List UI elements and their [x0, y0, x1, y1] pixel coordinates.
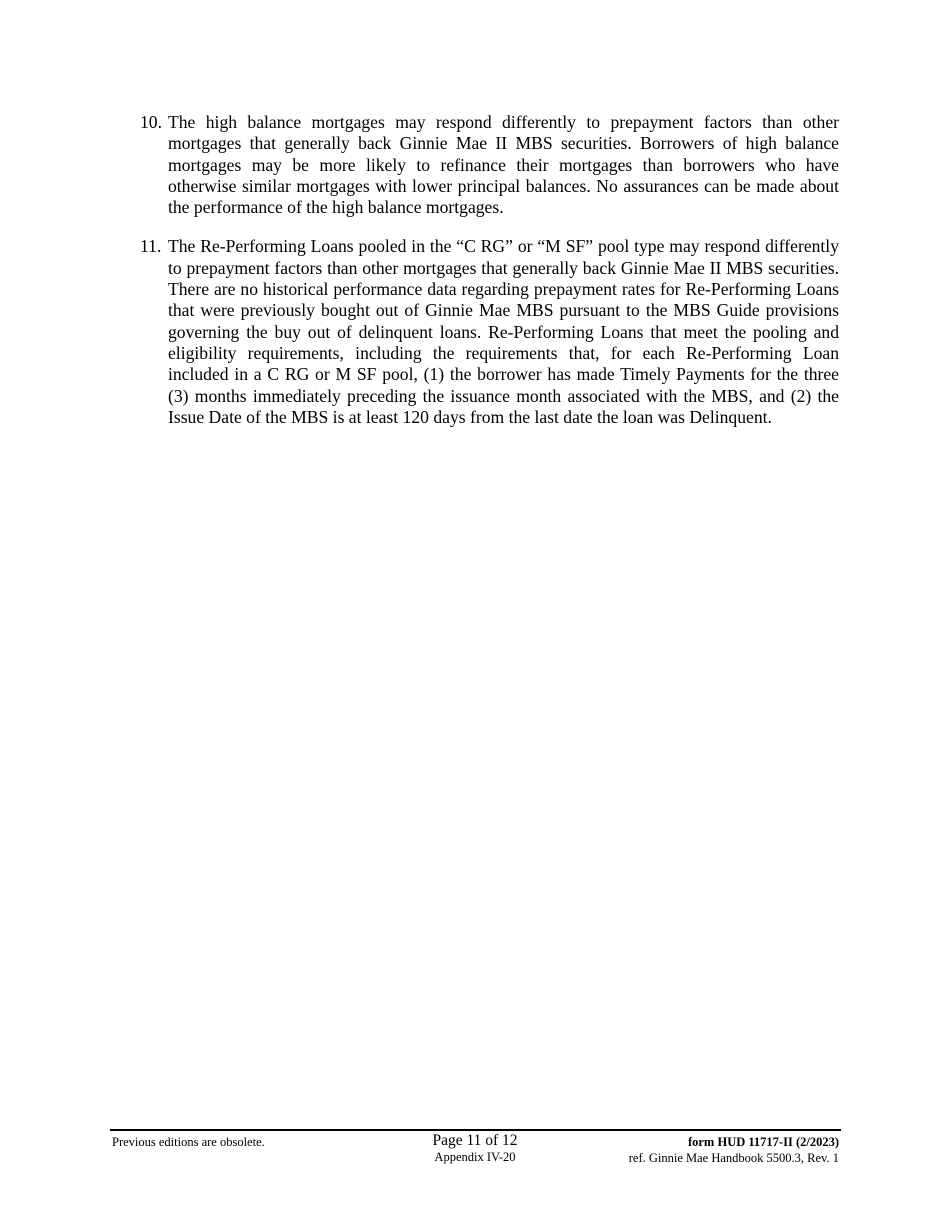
page-number: Page 11 of 12 [432, 1132, 518, 1149]
list-item-11 [140, 236, 839, 428]
footer-page-info [375, 1132, 575, 1165]
handbook-reference: ref. Ginnie Mae Handbook 5500.3, Rev. 1 [628, 1151, 839, 1165]
list-item-number: 11. [140, 236, 162, 257]
footer-divider [110, 1129, 841, 1131]
form-identifier: form HUD 11717-II (2/2023) [687, 1135, 839, 1149]
document-body [140, 112, 839, 428]
footer-obsolete-notice: Previous editions are obsolete. [112, 1135, 265, 1149]
list-item-text: The Re-Performing Loans pooled in the “C RG” or “M SF” pool type may respond differently to prepayment factors than other mortgages that generally back Ginnie Mae II MBS securities. There are no historical performance data regarding prepayment rates for Re-Performing Loans that were previously bought out of Ginnie Mae MBS pursuant to the MBS Guide provisions governing the buy out of delinquent loans. Re-Performing Loans that meet the pooling and eligibility requirements, including the requirements that, for each Re-Performing Loan included in a C RG or M SF pool, (1) the borrower has made Timely Payments for the three (3) months immediately preceding the issuance month associated with the MBS, and (2) the Issue Date of the MBS is at least 120 days from the last date the loan was Delinquent. [168, 236, 839, 427]
footer-form-info [629, 1135, 839, 1166]
appendix-label: Appendix IV-20 [434, 1150, 516, 1164]
list-item-number: 10. [140, 112, 162, 132]
list-item-10 [140, 112, 839, 218]
list-item-text: The high balance mortgages may respond differently to prepayment factors than other mortgages that generally back Ginnie Mae II MBS securities. Borrowers of high balance mortgages may be more likely to refinance their mortgages than borrowers who have otherwise similar mortgages with lower principal balances. No assurances can be made about the performance of the high balance mortgages. [168, 112, 839, 218]
